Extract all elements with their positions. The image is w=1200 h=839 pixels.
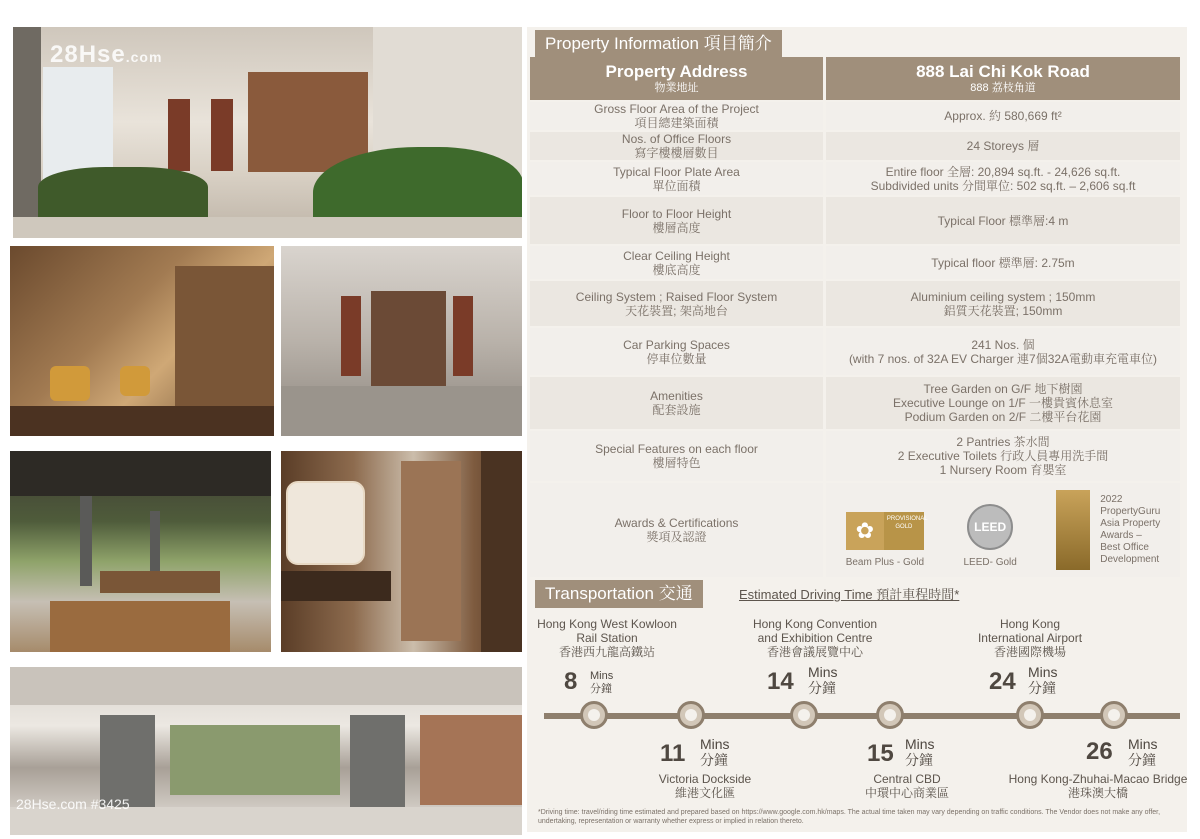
trophy-icon	[1056, 490, 1090, 570]
row-value-cell	[826, 431, 1180, 481]
table-row	[530, 328, 1180, 375]
row-label-cell	[530, 197, 823, 244]
row-value-cell	[826, 328, 1180, 375]
driving-time-subtitle: Estimated Driving Time 預計車程時間*	[739, 587, 960, 602]
row-label-cell	[530, 246, 823, 279]
stop-marker	[677, 701, 705, 729]
row-label-cell	[530, 102, 823, 130]
table-row	[530, 377, 1180, 429]
awards-label-cell: Awards & Certifications 獎項及認證	[530, 483, 823, 577]
route-line	[544, 713, 1180, 719]
row-value-line: 2 Executive Toilets 行政人員專用洗手間	[897, 449, 1109, 463]
lift-lobby-photo	[281, 246, 522, 436]
table-row	[530, 246, 1180, 279]
row-label-zh: 樓底高度	[652, 262, 701, 277]
row-label-en: Nos. of Office Floors	[621, 132, 732, 146]
watermark-logo: 28Hse.com	[50, 41, 163, 68]
beam-plus-caption: Beam Plus - Gold	[845, 557, 925, 568]
stop-marker	[1100, 701, 1128, 729]
awards-value-cell	[826, 483, 1180, 577]
row-value-line: Approx. 約 580,669 ft²	[944, 109, 1062, 123]
row-value-line: Typical Floor 標準層:4 m	[937, 213, 1069, 228]
row-value-line: Executive Lounge on 1/F 一樓貴賓休息室	[892, 396, 1114, 410]
table-row	[530, 281, 1180, 326]
stop-marker	[790, 701, 818, 729]
unit-victoria-dockside: Mins 分鐘	[700, 736, 730, 768]
table-row	[530, 431, 1180, 481]
row-label-cell	[530, 132, 823, 160]
row-label-zh: 配套設施	[652, 403, 701, 417]
row-value-line: (with 7 nos. of 32A EV Charger 連7個32A電動車充電車位)	[848, 351, 1158, 366]
row-value-line: Tree Garden on G/F 地下樹園	[923, 382, 1083, 396]
row-label-cell	[530, 281, 823, 326]
row-label-cell	[530, 431, 823, 481]
row-value-line: Podium Garden on 2/F 二樓平台花園	[904, 410, 1102, 424]
row-label-zh: 樓層特色	[652, 456, 701, 470]
time-central: 15	[867, 740, 894, 767]
transportation-title: Transportation 交通	[535, 580, 703, 608]
row-value-cell	[826, 281, 1180, 326]
leed-logo: LEED	[967, 504, 1013, 550]
row-label-zh: 項目總建築面積	[634, 116, 719, 130]
row-label-en: Typical Floor Plate Area	[613, 164, 740, 179]
destination-hzmb: Hong Kong-Zhuhai-Macao Bridge 港珠澳大橋	[1008, 772, 1188, 800]
row-value-line: 24 Storeys 層	[966, 139, 1040, 153]
leed-caption: LEED- Gold	[963, 557, 1017, 568]
address-value-cell: 888 Lai Chi Kok Road 888 荔枝角道	[826, 57, 1180, 100]
time-west-kowloon: 8	[564, 668, 578, 695]
row-label-en: Car Parking Spaces	[623, 337, 730, 352]
row-label-zh: 樓層高度	[652, 220, 701, 235]
table-row	[530, 162, 1180, 195]
row-label-en: Floor to Floor Height	[621, 206, 732, 221]
unit-hzmb: Mins 分鐘	[1128, 736, 1158, 768]
time-hzmb: 26	[1086, 738, 1113, 765]
row-value-line: Subdivided units 分間單位: 502 sq.ft. – 2,606 sq.ft	[870, 178, 1136, 193]
row-label-en: Clear Ceiling Height	[623, 248, 730, 263]
watermark-bottom: 28Hse.com #3425	[16, 796, 130, 812]
row-value-line: 鋁質天花裝置; 150mm	[943, 303, 1063, 318]
row-value-line: Aluminium ceiling system ; 150mm	[910, 289, 1096, 304]
stop-marker	[580, 701, 608, 729]
beam-plus-logo: ✿ PROVISIONAL GOLD	[846, 512, 924, 550]
destination-airport: Hong Kong International Airport 香港國際機場	[977, 617, 1083, 659]
flower-icon: ✿	[846, 512, 884, 550]
leed-award	[963, 504, 1016, 570]
row-value-cell	[826, 246, 1180, 279]
destination-central: Central CBD 中環中心商業區	[864, 772, 949, 800]
unit-convention-centre: Mins 分鐘	[808, 664, 838, 696]
row-label-zh: 天花裝置; 架高地台	[625, 303, 728, 318]
row-label-en: Ceiling System ; Raised Floor System	[575, 289, 778, 304]
time-convention-centre: 14	[767, 668, 794, 695]
row-label-en: Special Features on each floor	[595, 442, 758, 456]
stop-marker	[1016, 701, 1044, 729]
row-label-zh: 停車位數量	[646, 351, 707, 366]
stop-marker	[876, 701, 904, 729]
row-value-line: 1 Nursery Room 育嬰室	[939, 463, 1067, 477]
beam-plus-award	[845, 512, 928, 570]
time-victoria-dockside: 11	[660, 740, 686, 767]
driving-time-footnote: *Driving time: travel/riding time estimated and prepared based on https://www.google.com.hk/maps. The actual time taken may vary depending on traffic conditions. The Vendor does not make any offer, undertaking, representation or warranty whether express or implied in relation thereto.	[538, 809, 1161, 825]
row-value-cell	[826, 377, 1180, 429]
destination-west-kowloon: Hong Kong West Kowloon Rail Station 香港西九龍高鐵站	[537, 617, 677, 659]
row-value-line: 2 Pantries 茶水間	[956, 435, 1050, 449]
row-label-cell	[530, 377, 823, 429]
awards-row	[530, 483, 1180, 577]
row-value-cell	[826, 132, 1180, 160]
table-row	[530, 197, 1180, 244]
row-value-cell	[826, 102, 1180, 130]
lounge-photo	[10, 246, 274, 436]
destination-victoria-dockside: Victoria Dockside 維港文化匯	[658, 772, 752, 800]
unit-central: Mins 分鐘	[905, 736, 935, 768]
row-label-cell	[530, 162, 823, 195]
destination-convention-centre: Hong Kong Convention and Exhibition Centre 香港會議展覽中心	[752, 617, 878, 659]
row-label-zh: 單位面積	[652, 178, 701, 193]
property-info-table	[530, 57, 1180, 579]
row-value-cell	[826, 197, 1180, 244]
row-label-zh: 寫字樓樓層數目	[634, 146, 719, 160]
table-row	[530, 102, 1180, 130]
row-value-cell	[826, 162, 1180, 195]
unit-airport: Mins 分鐘	[1028, 664, 1058, 696]
table-header-row	[530, 57, 1180, 100]
row-label-en: Gross Floor Area of the Project	[594, 102, 759, 116]
washroom-photo	[281, 451, 522, 652]
awards-list	[826, 490, 1180, 570]
address-label-cell: Property Address 物業地址	[530, 57, 823, 100]
row-label-en: Amenities	[650, 389, 703, 403]
row-value-line: Typical floor 標準層: 2.75m	[931, 255, 1075, 270]
row-value-line: 241 Nos. 個	[971, 337, 1035, 352]
row-value-line: Entire floor 全層: 20,894 sq.ft. - 24,626 sq.ft.	[885, 164, 1121, 179]
table-row	[530, 132, 1180, 160]
propertyguru-award	[1056, 490, 1160, 570]
row-label-cell	[530, 328, 823, 375]
time-airport: 24	[989, 668, 1016, 695]
covered-walkway-photo	[10, 451, 271, 652]
propertyguru-text: 2022 PropertyGuru Asia Property Awards – Best Office Development	[1100, 494, 1161, 565]
property-info-title: Property Information 項目簡介	[535, 30, 782, 58]
unit-west-kowloon: Mins 分鐘	[590, 670, 614, 695]
